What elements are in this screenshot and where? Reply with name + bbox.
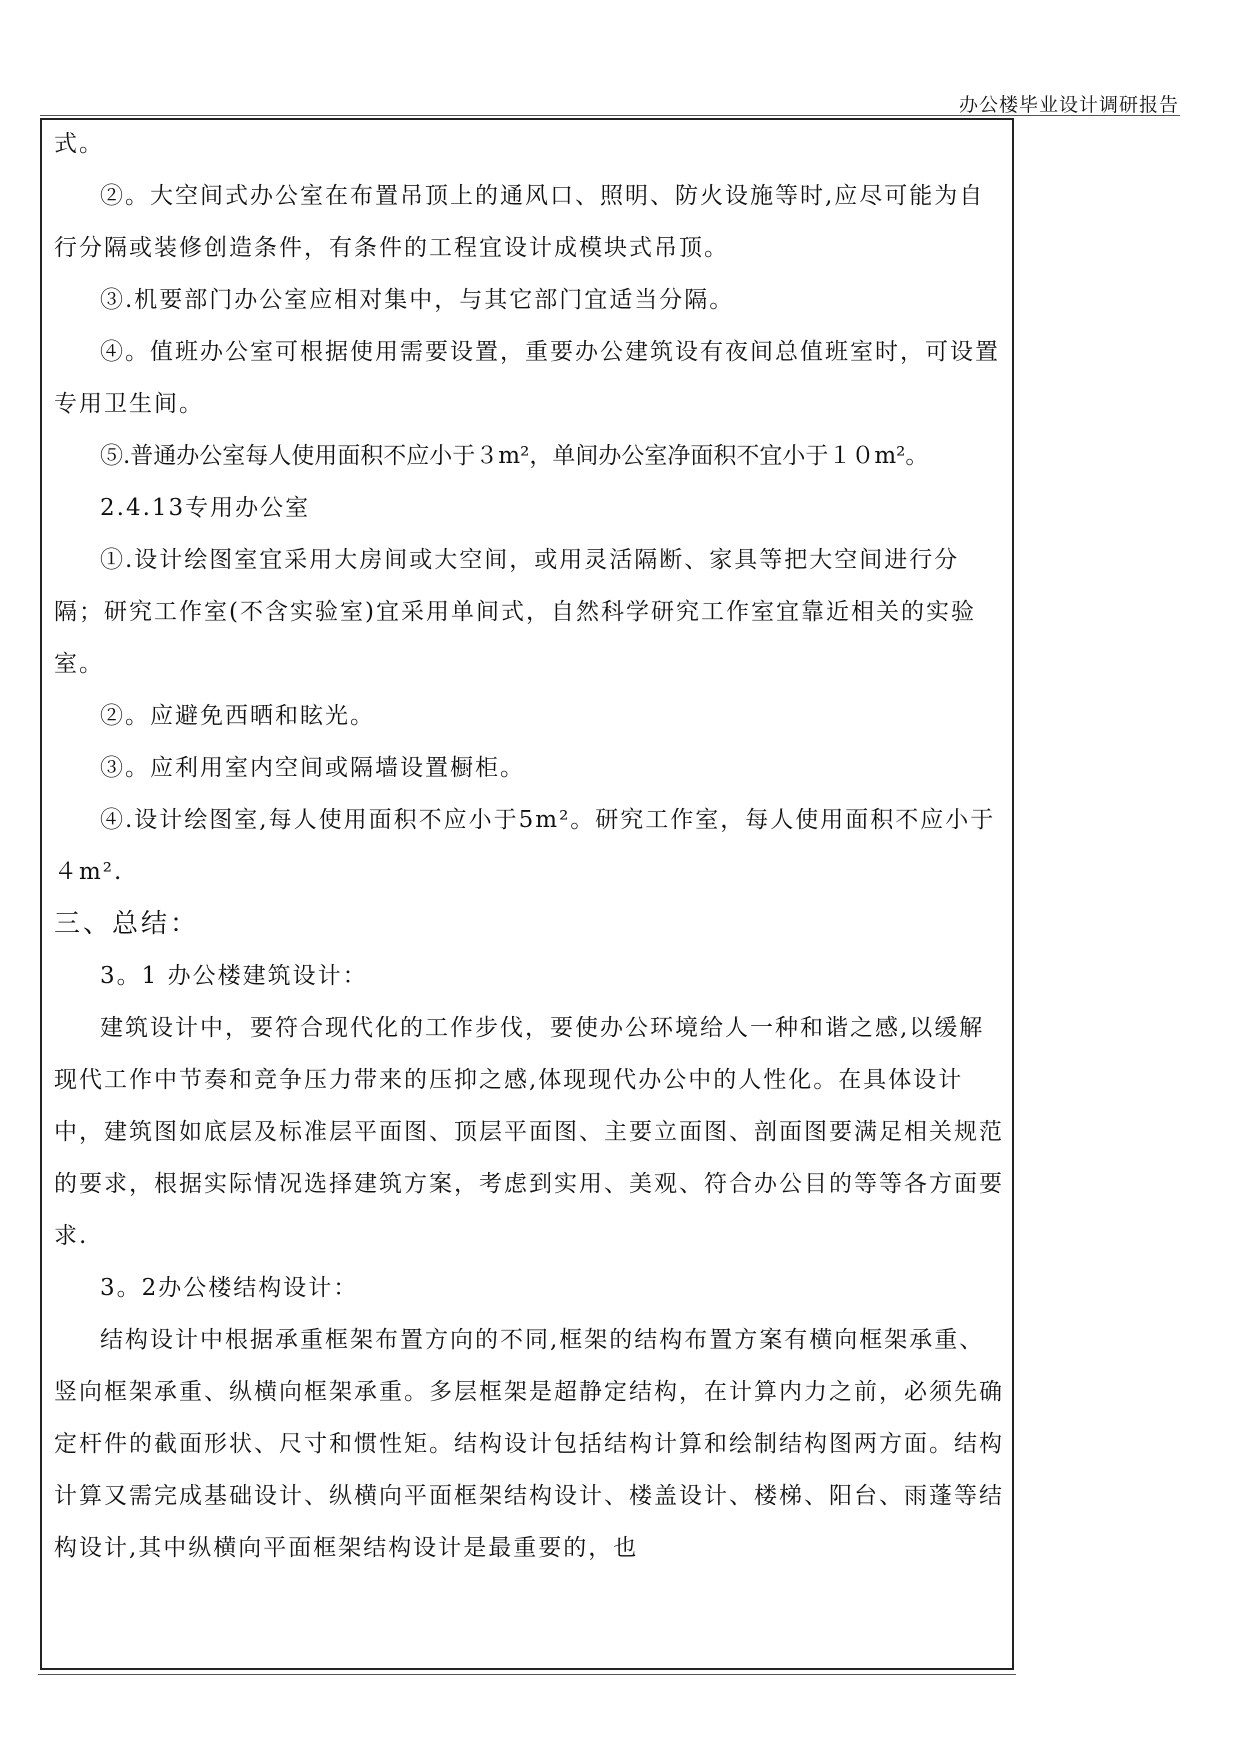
paragraph-architecture-design: 建筑设计中，要符合现代化的工作步伐，要使办公环境给人一种和谐之感,以缓解现代工作中节奏和竞争压力带来的压抑之感,体现现代办公中的人性化。在具体设计中，建筑图如底层及标准层平面图、顶层平面图、主要立面图、剖面图要满足相关规范的要求，根据实际情况选择建筑方案，考虑到实用、美观、符合办公目的等等各方面要求. xyxy=(54,1015,1004,1249)
paragraph-item-1-drawing-room: ①.设计绘图室宜采用大房间或大空间，或用灵活隔断、家具等把大空间进行分隔；研究工作室(不含实验室)宜采用单间式，自然科学研究工作室宜靠近相关的实验室。 xyxy=(54,547,976,677)
subsection-title-structure: 3。2办公楼结构设计： xyxy=(100,1275,359,1301)
paragraph-item-2-open-office: ②。大空间式办公室在布置吊顶上的通风口、照明、防火设施等时,应尽可能为自行分隔或装修创造条件，有条件的工程宜设计成模块式吊顶。 xyxy=(54,183,985,261)
paragraph-item-2-glare: ②。应避免西晒和眩光。 xyxy=(100,703,375,729)
paragraph-item-3-cabinets: ③。应利用室内空间或隔墙设置橱柜。 xyxy=(100,755,525,781)
paragraph-item-5-area-standard: ⑤.普通办公室每人使用面积不应小于３m²，单间办公室净面积不宜小于１０m²。 xyxy=(100,443,929,469)
section-heading-summary: 三、总结： xyxy=(54,909,200,939)
paragraph-structure-design: 结构设计中根据承重框架布置方向的不同,框架的结构布置方案有横向框架承重、竖向框架承重、纵横向框架承重。多层框架是超静定结构，在计算内力之前，必须先确定杆件的截面形状、尺寸和惯性矩。结构设计包括结构计算和绘制结构图两方面。结构计算又需完成基础设计、纵横向平面框架结构设计、楼盖设计、楼梯、阳台、雨蓬等结构设计,其中纵横向平面框架结构设计是最重要的，也 xyxy=(54,1327,1004,1561)
paragraph-item-3-confidential-office: ③.机要部门办公室应相对集中，与其它部门宜适当分隔。 xyxy=(100,287,735,313)
header-rule xyxy=(40,115,1180,116)
running-header: 办公楼毕业设计调研报告 xyxy=(958,94,1179,116)
subsection-title-architecture: 3。1 办公楼建筑设计： xyxy=(100,963,368,989)
paragraph-item-4-duty-office: ④。值班办公室可根据使用需要设置，重要办公建筑设有夜间总值班室时，可设置专用卫生间。 xyxy=(54,339,1000,417)
page-content xyxy=(54,118,1004,1574)
bottom-rule xyxy=(38,1674,1016,1675)
paragraph-continuation: 式。 xyxy=(54,131,104,157)
paragraph-item-4-area-per-person: ④.设计绘图室,每人使用面积不应小于5m²。研究工作室，每人使用面积不应小于４m². xyxy=(54,807,996,885)
subsection-title-special-office: 2.4.13专用办公室 xyxy=(100,495,311,521)
